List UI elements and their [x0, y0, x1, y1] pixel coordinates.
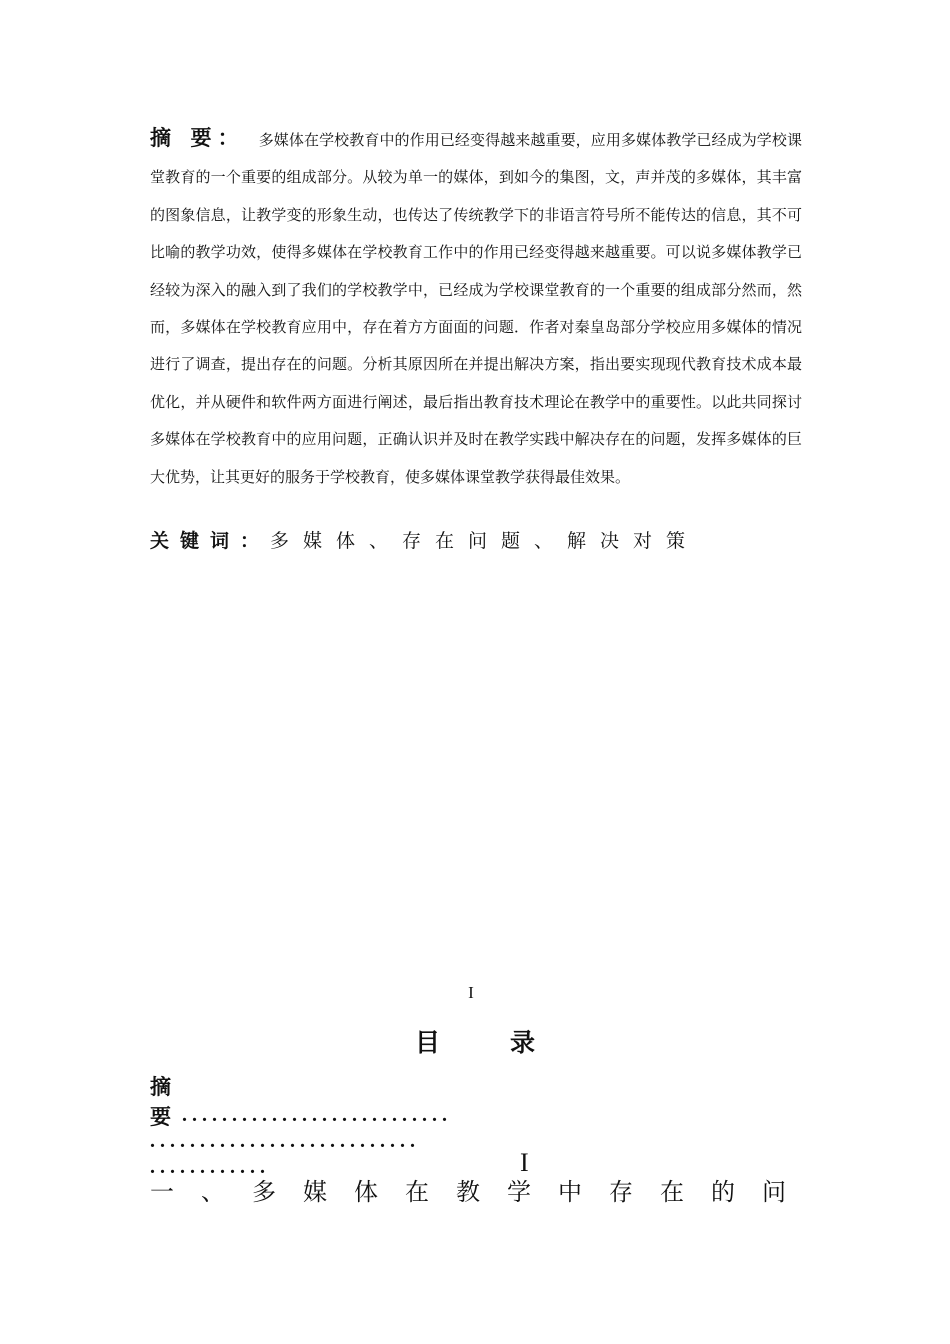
keywords-label: 关键词：	[150, 530, 271, 552]
toc-entry-page-number: I	[520, 1148, 529, 1177]
toc-leader-dots: . . . . . . . . . . . . . . . . . . . . . . . . . . .	[150, 1130, 415, 1152]
toc-entry-section-one: 一、多媒体在教学中存在的问	[150, 1178, 813, 1206]
keywords-text: 多媒体、存在问题、解决对策	[270, 530, 700, 552]
keywords-line	[150, 526, 850, 553]
toc-entry-abstract-label: 摘要	[150, 1075, 171, 1129]
abstract-text: 多媒体在学校教育中的作用已经变得越来越重要，应用多媒体教学已经成为学校课堂教育的一个重要的组成部分。从较为单一的媒体，到如今的集图，文，声并茂的多媒体，其丰富的图象信息，让教学变的形象生动，也传达了传统教学下的非语言符号所不能传达的信息，其不可比喻的教学功效，使得多媒体在学校教育工作中的作用已经变得越来越重要。可以说多媒体教学已经较为深入的融入到了我们的学校教学中，已经成为学校课堂教育的一个重要的组成部分然而，然而，多媒体在学校教育应用中，存在着方方面面的问题．作者对秦皇岛部分学校应用多媒体的情况进行了调查，提出存在的问题。分析其原因所在并提出解决方案，指出要实现现代教育技术成本最优化，并从硬件和软件两方面进行阐述，最后指出教育技术理论在教学中的重要性。以此共同探讨多媒体在学校教育中的应用问题，正确认识并及时在教学实践中解决存在的问题，发挥多媒体的巨大优势，让其更好的服务于学校教育，使多媒体课堂教学获得最佳效果。	[150, 131, 802, 486]
abstract-paragraph	[150, 120, 802, 496]
page-number: I	[468, 983, 474, 1002]
toc-leader-dots: . . . . . . . . . . . .	[150, 1156, 265, 1178]
abstract-label: 摘 要：	[150, 126, 245, 150]
toc-title: 目录	[414, 1028, 605, 1057]
toc-leader-dots: . . . . . . . . . . . . . . . . . . . . . . . . . . .	[182, 1104, 447, 1126]
